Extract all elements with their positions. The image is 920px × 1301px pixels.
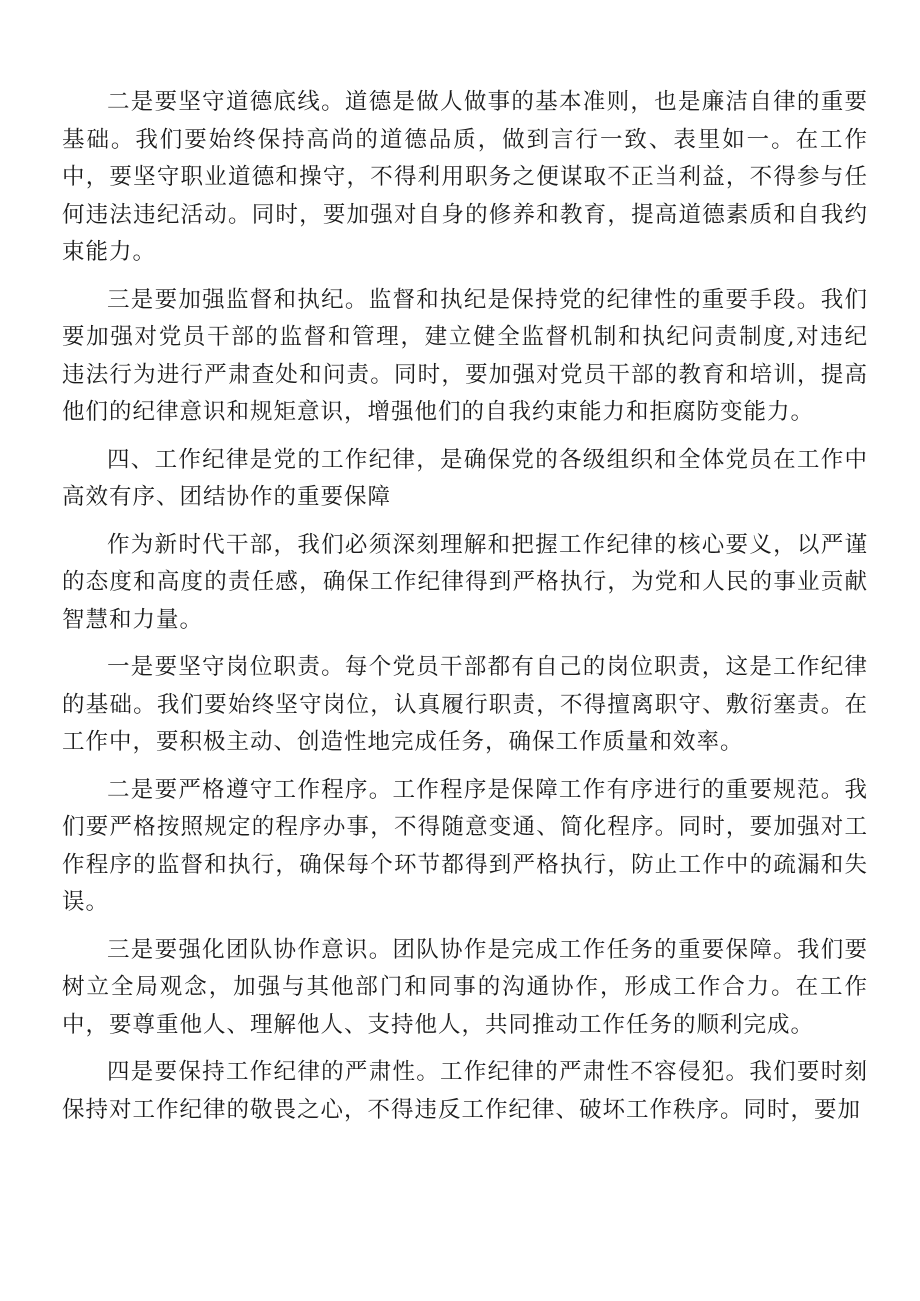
paragraph-supervision-discipline: 三是要加强监督和执纪。监督和执纪是保持党的纪律性的重要手段。我们要加强对党员干部的监督和管理，建立健全监督机制和执纪问责制度,对违纪违法行为进行严肃查处和问责。同时，要加强对党员干部的教育和培训，提高他们的纪律意识和规矩意识，增强他们的自我约束能力和拒腐防变能力。 [62,286,868,425]
paragraph-moral-bottom-line: 二是要坚守道德底线。道德是做人做事的基本准则，也是廉洁自律的重要基础。我们要始终保持高尚的道德品质，做到言行一致、表里如一。在工作中，要坚守职业道德和操守，不得利用职务之便谋取不正当利益，不得参与任何违法违纪活动。同时，要加强对自身的修养和教育，提高道德素质和自我约束能力。 [62,89,868,265]
section-heading-work-discipline: 四、工作纪律是党的工作纪律，是确保党的各级组织和全体党员在工作中高效有序、团结协作的重要保障 [62,446,868,510]
paragraph-discipline-seriousness: 四是要保持工作纪律的严肃性。工作纪律的严肃性不容侵犯。我们要时刻保持对工作纪律的敬畏之心，不得违反工作纪律、破坏工作秩序。同时，要加 [62,1059,868,1123]
paragraph-job-responsibility: 一是要坚守岗位职责。每个党员干部都有自己的岗位职责，这是工作纪律的基础。我们要始终坚守岗位，认真履行职责，不得擅离职守、敷衍塞责。在工作中，要积极主动、创造性地完成任务，确保工作质量和效率。 [62,654,868,755]
paragraph-work-procedure: 二是要严格遵守工作程序。工作程序是保障工作有序进行的重要规范。我们要严格按照规定的程序办事，不得随意变通、简化程序。同时，要加强对工作程序的监督和执行，确保每个环节都得到严格执行，防止工作中的疏漏和失误。 [62,776,868,915]
paragraph-new-era-cadre: 作为新时代干部，我们必须深刻理解和把握工作纪律的核心要义，以严谨的态度和高度的责任感，确保工作纪律得到严格执行，为党和人民的事业贡献智慧和力量。 [62,531,868,633]
paragraph-team-cooperation: 三是要强化团队协作意识。团队协作是完成工作任务的重要保障。我们要树立全局观念，加强与其他部门和同事的沟通协作，形成工作合力。在工作中，要尊重他人、理解他人、支持他人，共同推动工作任务的顺利完成。 [62,936,868,1038]
